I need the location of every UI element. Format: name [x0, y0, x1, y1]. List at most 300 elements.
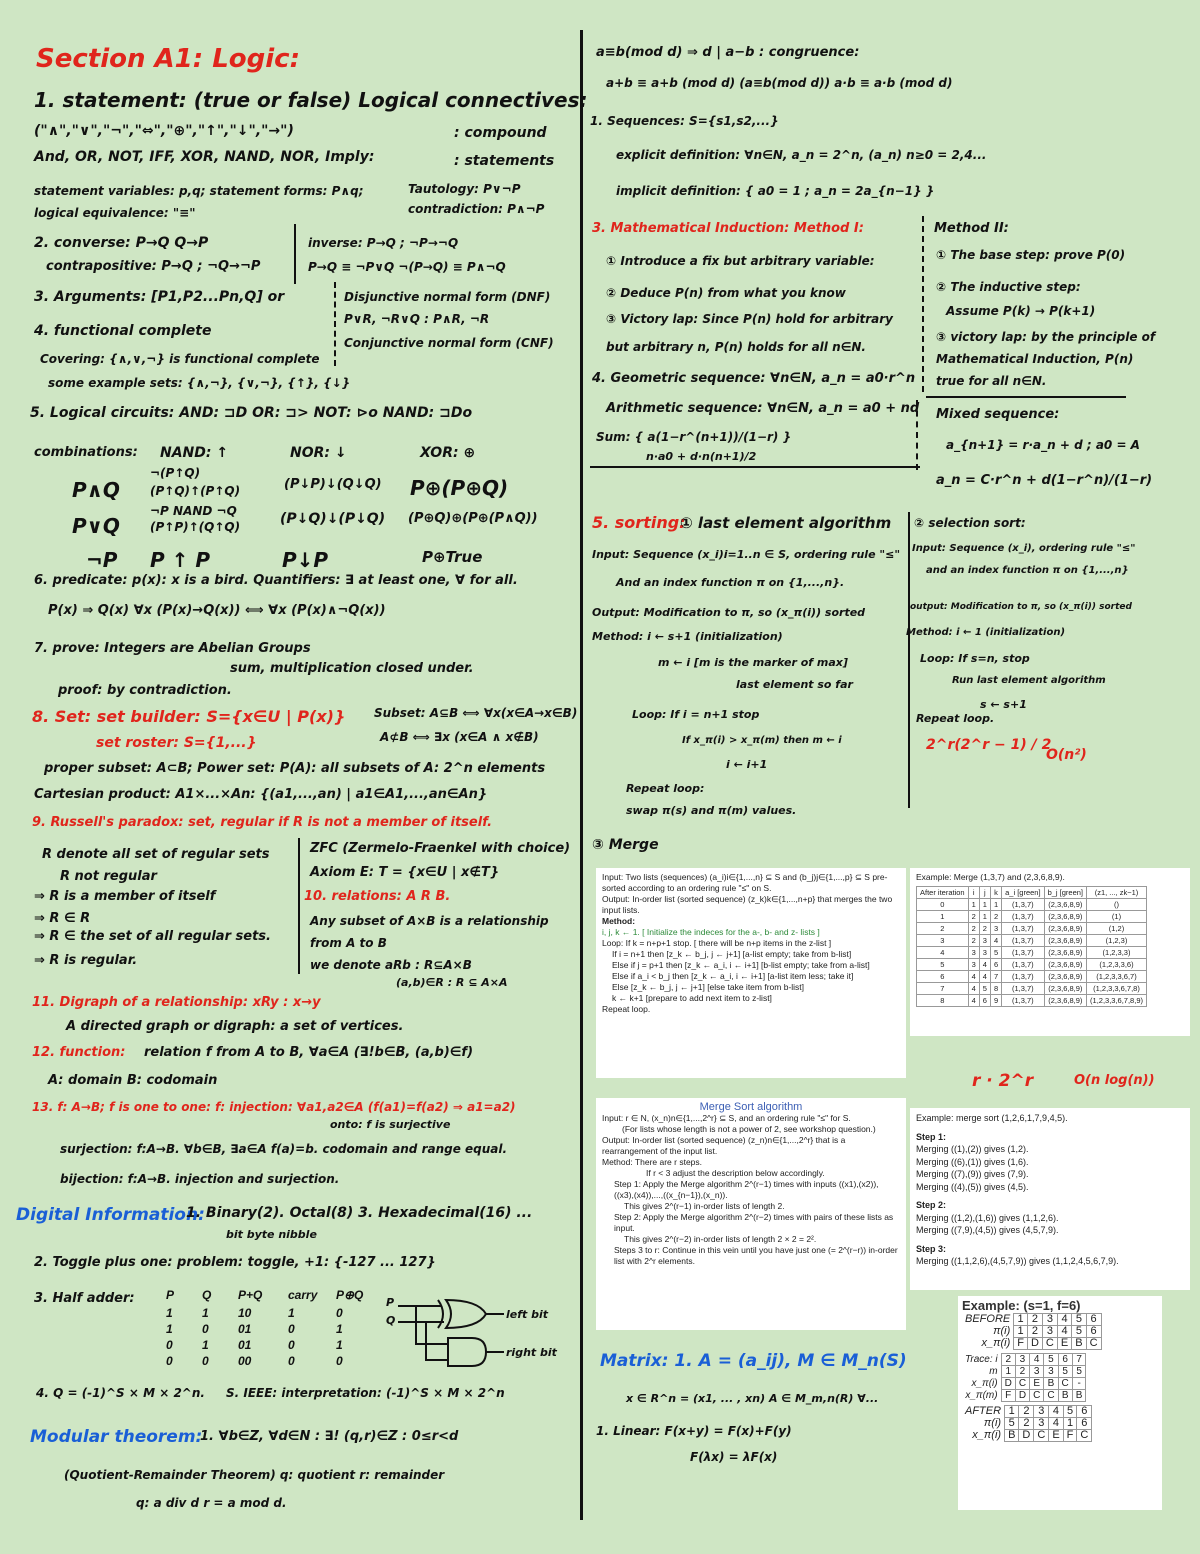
half-adder-table: [166, 1288, 376, 1368]
table-cell: 4: [968, 971, 979, 983]
subset-def: Subset: A⊆B ⟺ ∀x(x∈A→x∈B): [374, 706, 578, 720]
table-cell: B: [1005, 1430, 1019, 1442]
table-cell: 4: [979, 959, 990, 971]
mergesort-step1b: This gives 2^(r−1) in-order lists of length 2.: [624, 1201, 785, 1211]
mergesort-method-note: If r < 3 adjust the description below accordingly.: [646, 1168, 825, 1178]
table-header-cell: (z1, ..., zk−1): [1087, 887, 1147, 899]
ha-col-q: Q: [202, 1288, 212, 1302]
matrix-vector: x ∈ R^n = (x1, ... , xn) A ∈ M_m,n(R) ∀...: [626, 1392, 879, 1405]
le-output: Output: Modification to π, so (x_π(i)) sorted: [592, 606, 866, 619]
logical-equivalence: logical equivalence: "≡": [34, 206, 196, 220]
arguments: 3. Arguments: [P1,P2...Pn,Q] or: [34, 289, 285, 305]
table-cell: 1: [1005, 1406, 1019, 1418]
table-cell: (1,3,7): [1002, 911, 1044, 923]
ha-cell: 0: [288, 1354, 295, 1368]
ha-col-sum: P+Q: [238, 1288, 263, 1302]
table-cell: (2,3,6,8,9): [1044, 923, 1086, 935]
induction-heading: 3. Mathematical Induction: Method I:: [592, 221, 864, 236]
table-cell: 4: [979, 971, 990, 983]
table-cell: (2,3,6,8,9): [1044, 959, 1086, 971]
table-cell: 4: [968, 983, 979, 995]
table-cell: 5: [1072, 1326, 1086, 1338]
le-marker-b: last element so far: [736, 678, 853, 691]
function-heading: 12. function:: [32, 1045, 126, 1060]
mergesort-input: Input: r ∈ N, (x_n)n∈{1,...,2^r} ⊆ S, and an ordering rule "≤" for S.: [602, 1113, 851, 1123]
cnf: Conjunctive normal form (CNF): [344, 336, 554, 350]
sum-arithmetic: n·a0 + d·n(n+1)/2: [646, 450, 757, 463]
table-row: [962, 1354, 1086, 1366]
congruence: a≡b(mod d) ⇒ d | a−b : congruence:: [596, 45, 860, 60]
table-cell: (1,3,7): [1002, 983, 1044, 995]
zfc: ZFC (Zermelo-Fraenkel with choice): [310, 841, 571, 856]
relation-from-to: from A to B: [310, 936, 387, 950]
table-cell: 5: [1072, 1366, 1086, 1378]
table-cell: 6: [979, 995, 990, 1007]
onto: onto: f is surjective: [330, 1118, 451, 1131]
relations: 10. relations: A R B.: [304, 889, 451, 904]
table-row: [917, 959, 1147, 971]
ha-col-carry: carry: [288, 1288, 318, 1302]
table-cell: 2: [1015, 1366, 1029, 1378]
russells-paradox: 9. Russell's paradox: set, regular if R is not a member of itself.: [32, 815, 493, 830]
ha-cell: 0: [166, 1338, 173, 1352]
table-cell: F: [1001, 1390, 1015, 1402]
functional-complete: 4. functional complete: [34, 323, 212, 339]
table-cell: (1,3,7): [1002, 995, 1044, 1007]
table-cell: (2,3,6,8,9): [1044, 935, 1086, 947]
inductive-assume: Assume P(k) → P(k+1): [946, 304, 1096, 318]
connectives-symbols: ("∧","∨","¬","⇔","⊕","↑","↓","→"): [34, 123, 294, 139]
table-cell: (2,3,6,8,9): [1044, 983, 1086, 995]
merge-example-table: [916, 886, 1147, 1007]
table-row: [962, 1406, 1092, 1418]
section-title: Section A1: Logic:: [36, 44, 300, 74]
table-cell: 4: [1057, 1314, 1071, 1326]
table-row: [917, 971, 1147, 983]
implicit-def: implicit definition: { a0 = 1 ; a_n = 2a_{n−1} }: [616, 184, 935, 198]
ha-output-left: left bit: [506, 1308, 549, 1321]
table-row: [166, 1354, 376, 1368]
mse-s1a: Merging ((1),(2)) gives (1,2).: [916, 1144, 1029, 1154]
merge-output: Output: In-order list (sorted sequence) (z_k)k∈{1,...,n+p} that merges the two input lists.: [602, 894, 893, 915]
ha-cell: 10: [238, 1306, 252, 1320]
ha-cell: 1: [166, 1306, 173, 1320]
table-cell: (1,3,7): [1002, 935, 1044, 947]
linear-additive: 1. Linear: F(x+y) = F(x)+F(y): [596, 1424, 792, 1438]
converse: 2. converse: P→Q Q→P: [34, 235, 209, 251]
comb-and-xor: P⊕(P⊕Q): [410, 476, 509, 500]
ha-cell: 1: [202, 1338, 209, 1352]
table-row: [917, 935, 1147, 947]
ha-cell: 0: [288, 1322, 295, 1336]
comb-nand: NAND: ↑: [160, 445, 229, 461]
merge-line-5: Else if a_i < b_j then [z_k ← a_i, i ← i+1] [a-list item less; take it]: [612, 971, 854, 981]
table-cell: (1,3,7): [1002, 923, 1044, 935]
half-adder-circuit: [386, 1292, 556, 1376]
half-adder-diagram: [386, 1292, 556, 1376]
induction-step-3b: but arbitrary n, P(n) holds for all n∈N.: [606, 340, 866, 354]
table-cell: (1,2,3,3): [1087, 947, 1147, 959]
le-compare: If x_π(i) > x_π(m) then m ← i: [682, 735, 842, 746]
table-cell: AFTER: [965, 1405, 1002, 1417]
table-cell: (1,3,7): [1002, 947, 1044, 959]
table-cell: 7: [917, 983, 969, 995]
table-cell: 3: [1034, 1418, 1049, 1430]
table-cell: 5: [1044, 1354, 1058, 1366]
ha-cell: 0: [336, 1354, 343, 1368]
induction-step-3: ③ Victory lap: Since P(n) hold for arbitrary: [606, 312, 893, 326]
table-cell: 5: [1058, 1366, 1072, 1378]
predicate-implication: P(x) ⇒ Q(x) ∀x (P(x)→Q(x)) ⟺ ∀x (P(x)∧¬Q(x)): [48, 603, 386, 618]
table-cell: C: [1034, 1430, 1049, 1442]
induction-underline: [926, 396, 1126, 398]
sel-output: output: Modification to π, so (x_π(i)) sorted: [910, 602, 1132, 612]
table-cell: (1,2,3): [1087, 935, 1147, 947]
axiom-e: Axiom E: T = {x∈U | x∉T}: [310, 865, 500, 880]
table-cell: (2,3,6,8,9): [1044, 911, 1086, 923]
table-cell: 2: [1001, 1354, 1015, 1366]
ha-cell: 01: [238, 1338, 252, 1352]
mixed-separator: [916, 400, 918, 470]
table-header-cell: a_i [green]: [1002, 887, 1044, 899]
comb-or-xor: (P⊕Q)⊕(P⊕(P∧Q)): [408, 511, 538, 526]
ha-cell: 1: [336, 1338, 343, 1352]
table-header-cell: k: [990, 887, 1001, 899]
table-cell: E: [1057, 1338, 1071, 1350]
converse-separator: [294, 224, 296, 284]
table-cell: (2,3,6,8,9): [1044, 947, 1086, 959]
table-cell: E: [1049, 1430, 1063, 1442]
geometric-seq: 4. Geometric sequence: ∀n∈N, a_n = a0·r^n: [592, 371, 916, 386]
logical-circuits: 5. Logical circuits: AND: ⊐D OR: ⊐> NOT: ⊳o NAND: ⊐Do: [30, 405, 473, 421]
le-increment: i ← i+1: [726, 758, 768, 771]
base-step: ① The base step: prove P(0): [936, 248, 1126, 262]
russell-separator: [298, 838, 300, 974]
method-two: Method II:: [934, 221, 1009, 236]
table-cell: 3: [1042, 1326, 1057, 1338]
table-cell: D: [1019, 1430, 1034, 1442]
table-cell: F: [1063, 1430, 1077, 1442]
le-repeat: Repeat loop:: [626, 782, 705, 795]
mergesort-step2b: This gives 2^(r−2) in-order lists of length 2 × 2 = 2².: [624, 1234, 817, 1244]
example-sets: some example sets: {∧,¬}, {∨,¬}, {↑}, {↓}: [48, 376, 351, 390]
table-cell: x_π(m): [965, 1390, 998, 1401]
induction-step-1: ① Introduce a fix but arbitrary variable:: [606, 254, 875, 268]
selection-heading: ② selection sort:: [914, 516, 1026, 530]
proof-contradiction: proof: by contradiction.: [58, 683, 232, 698]
table-cell: 1: [1063, 1418, 1077, 1430]
ha-cell: 0: [336, 1306, 343, 1320]
sequence-underline: [590, 466, 920, 468]
table-cell: 1: [968, 899, 979, 911]
table-row: [962, 1378, 1086, 1390]
table-cell: π(i): [993, 1325, 1011, 1337]
table-row: [166, 1306, 376, 1320]
table-cell: (): [1087, 899, 1147, 911]
le-method: Method: i ← s+1 (initialization): [592, 630, 783, 643]
table-row: [917, 995, 1147, 1007]
sel-trace-table: [962, 1353, 1086, 1402]
true-for-all: true for all n∈N.: [936, 374, 1047, 388]
digital-title: Digital Information:: [16, 1205, 205, 1225]
russell-f: ⇒ R is regular.: [34, 953, 138, 968]
comb-not-nand-self: P ↑ P: [150, 548, 210, 572]
predicate: 6. predicate: p(x): x is a bird. Quantifiers: ∃ at least one, ∀ for all.: [34, 573, 518, 588]
mse-s1b: Merging ((6),(1)) gives (1,6).: [916, 1156, 1029, 1167]
table-cell: 2: [1027, 1326, 1042, 1338]
half-adder-header: [166, 1288, 376, 1302]
ha-cell: 01: [238, 1322, 252, 1336]
congruence-props: a+b ≡ a+b (mod d) (a≡b(mod d)) a·b ≡ a·b (mod d): [606, 76, 953, 90]
table-cell: m: [989, 1366, 998, 1377]
table-cell: 5: [1005, 1418, 1019, 1430]
comb-xor: XOR: ⊕: [420, 445, 476, 461]
table-cell: 3: [917, 935, 969, 947]
table-cell: B: [1072, 1338, 1086, 1350]
table-cell: (1,2,3,3,6,7,8,9): [1087, 995, 1147, 1007]
ha-cell: 1: [202, 1306, 209, 1320]
induction-step-2: ② Deduce P(n) from what you know: [606, 286, 846, 300]
table-row: [962, 1366, 1086, 1378]
comb-or: P∨Q: [72, 514, 120, 538]
comb-not-nand: ¬(P↑Q): [150, 466, 201, 480]
merge-example-panel: [910, 868, 1190, 1036]
inductive-step: ② The inductive step:: [936, 280, 1081, 294]
mergesort-title: Merge Sort algorithm: [699, 1101, 803, 1113]
table-cell: (1,2): [1087, 923, 1147, 935]
relation-denote: we denote aRb : R⊆A×B: [310, 958, 472, 972]
table-header-cell: After iteration: [917, 887, 969, 899]
table-cell: 6: [1077, 1406, 1092, 1418]
le-loop: Loop: If i = n+1 stop: [632, 708, 760, 721]
float-rep: 4. Q = (-1)^S × M × 2^n.: [36, 1386, 205, 1400]
table-cell: C: [1015, 1378, 1029, 1390]
table-cell: 2: [917, 923, 969, 935]
comb-and-nand: (P↑Q)↑(P↑Q): [150, 484, 241, 498]
table-row: [962, 1314, 1101, 1326]
comb-not-xor-true: P⊕True: [422, 548, 483, 566]
le-index: And an index function π on {1,...,n}.: [616, 576, 845, 589]
table-cell: 3: [979, 935, 990, 947]
comb-nor: NOR: ↓: [290, 445, 347, 461]
mergesort-step2: Step 2: Apply the Merge algorithm 2^(r−2) times with pairs of these lists as input.: [614, 1212, 894, 1233]
mse-s2b: Merging ((7,9),(4,5)) gives (4,5,7,9).: [916, 1225, 1059, 1235]
comb-not-nor-self: P↓P: [282, 548, 329, 572]
injection: 13. f: A→B; f is one to one: f: injection: ∀a1,a2∈A (f(a1)=f(a2) ⇒ a1=a2): [32, 1100, 516, 1114]
table-row: [917, 911, 1147, 923]
contradiction: contradiction: P∧¬P: [408, 202, 545, 216]
resolution: P∨R, ¬R∨Q : P∧R, ¬R: [344, 312, 490, 326]
dnf: Disjunctive normal form (DNF): [344, 290, 551, 304]
table-cell: 4: [1057, 1326, 1071, 1338]
table-cell: (1,3,7): [1002, 959, 1044, 971]
ha-cell: 1: [336, 1322, 343, 1336]
ha-input-q: Q: [386, 1314, 396, 1327]
modular-title: Modular theorem:: [30, 1427, 203, 1447]
sorting-heading: 5. sorting:: [592, 513, 686, 532]
table-cell: 4: [1049, 1406, 1063, 1418]
digraph: 11. Digraph of a relationship: xRy : x→y: [32, 995, 321, 1010]
table-cell: C: [1044, 1390, 1058, 1402]
table-cell: (1): [1087, 911, 1147, 923]
table-cell: 4: [990, 935, 1001, 947]
merge-method: Method:: [602, 916, 636, 926]
table-cell: 5: [1072, 1314, 1086, 1326]
mergesort-output: Output: In-order list (sorted sequence) (z_n)n∈{1,...,2^r} that is a rearrangement of the input list.: [602, 1135, 846, 1156]
table-row: [962, 1338, 1101, 1350]
half-adder: 3. Half adder:: [34, 1291, 135, 1306]
function-def: relation f from A to B, ∀a∈A (∃!b∈B, (a,b)∈f): [144, 1045, 474, 1060]
table-cell: 7: [990, 971, 1001, 983]
last-element-heading: ① last element algorithm: [680, 514, 892, 532]
table-cell: (1,3,7): [1002, 971, 1044, 983]
le-input: Input: Sequence (x_i)i=1..n ∈ S, ordering rule "≤": [592, 548, 901, 561]
table-cell: 5: [990, 947, 1001, 959]
le-swap: swap π(s) and π(m) values.: [626, 804, 797, 817]
set-builder: 8. Set: set builder: S={x∈U | P(x)}: [32, 707, 346, 726]
mse-s1c: Merging ((7),(9)) gives (7,9).: [916, 1169, 1029, 1179]
mergesort-input-note: (For lists whose length is not a power of 2, see workshop question.): [622, 1124, 876, 1134]
table-cell: 1: [979, 899, 990, 911]
sel-complexity: 2^r(2^r − 1) / 2: [926, 737, 1052, 753]
table-cell: 7: [1072, 1354, 1086, 1366]
relation-subset: Any subset of A×B is a relationship: [310, 914, 549, 928]
merge-algorithm-panel: [596, 868, 906, 1078]
merge-line-8: Repeat loop.: [602, 1004, 651, 1014]
table-cell: 2: [1019, 1406, 1034, 1418]
statement-variables: statement variables: p,q; statement forms: P∧q;: [34, 184, 364, 198]
table-cell: 2: [968, 923, 979, 935]
number-bases: 1. Binary(2). Octal(8) 3. Hexadecimal(16) ...: [186, 1205, 533, 1221]
merge-line-1: i, j, k ← 1. [ Initialize the indeces for the a-, b- and z- lists ]: [602, 927, 820, 937]
table-cell: 3: [1030, 1366, 1044, 1378]
table-cell: F: [1014, 1338, 1028, 1350]
table-cell: π(i): [983, 1417, 1002, 1429]
explicit-def: explicit definition: ∀n∈N, a_n = 2^n, (a_n) n≥0 = 2,4...: [616, 148, 987, 162]
table-cell: D: [1027, 1338, 1042, 1350]
sel-increment: s ← s+1: [980, 698, 1027, 711]
table-cell: B: [1058, 1390, 1072, 1402]
statements-note: : statements: [454, 153, 555, 169]
table-cell: C: [1077, 1430, 1092, 1442]
ha-cell: 1: [288, 1306, 295, 1320]
table-cell: (1,2,3,3,6,7): [1087, 971, 1147, 983]
set-roster: set roster: S={1,...}: [96, 735, 257, 751]
arithmetic-seq: Arithmetic sequence: ∀n∈N, a_n = a0 + nd: [606, 401, 920, 416]
sel-index: and an index function π on {1,...,n}: [926, 565, 1129, 576]
table-cell: C: [1030, 1390, 1044, 1402]
comb-or-nor: (P↓Q)↓(P↓Q): [280, 511, 386, 527]
table-cell: 8: [990, 983, 1001, 995]
table-cell: 4: [1030, 1354, 1044, 1366]
table-header-cell: j: [979, 887, 990, 899]
table-cell: B: [1044, 1378, 1058, 1390]
sum-geometric: Sum: { a(1−r^(n+1))/(1−r) }: [596, 430, 792, 444]
covering: Covering: {∧,∨,¬} is functional complete: [40, 352, 320, 366]
mergesort-panel: [596, 1098, 906, 1330]
merge-complexity: r · 2^r: [972, 1071, 1034, 1091]
ha-cell: 1: [166, 1322, 173, 1336]
table-cell: 0: [917, 899, 969, 911]
table-cell: E: [1030, 1378, 1044, 1390]
tautology: Tautology: P∨¬P: [408, 182, 521, 196]
ha-cell: 0: [202, 1322, 209, 1336]
combinations-label: combinations:: [34, 445, 138, 460]
table-cell: 2: [979, 923, 990, 935]
sel-run: Run last element algorithm: [952, 675, 1106, 686]
table-cell: (2,3,6,8,9): [1044, 971, 1086, 983]
table-cell: 3: [1044, 1366, 1058, 1378]
table-cell: B: [1072, 1390, 1086, 1402]
table-row: [962, 1390, 1086, 1402]
mixed-seq: Mixed sequence:: [936, 407, 1060, 422]
mergesort-example-panel: [910, 1108, 1190, 1290]
mergesort-method: Method: There are r steps.: [602, 1157, 703, 1167]
merge-line-2: Loop: If k = n+p+1 stop. [ there will be n+p items in the z-list ]: [602, 938, 832, 948]
statement-heading: 1. statement: (true or false) Logical connectives:: [34, 88, 588, 112]
implication-equivalence: P→Q ≡ ¬P∨Q ¬(P→Q) ≡ P∧¬Q: [308, 260, 506, 274]
table-cell: 6: [1058, 1354, 1072, 1366]
merge-line-7: k ← k+1 [prepare to add next item to z-list]: [612, 993, 772, 1003]
mse-s1d: Merging ((4),(5)) gives (4,5).: [916, 1181, 1029, 1192]
table-cell: x_π(i): [981, 1337, 1011, 1349]
qr-theorem: (Quotient-Remainder Theorem) q: quotient r: remainder: [64, 1468, 445, 1482]
table-cell: 9: [990, 995, 1001, 1007]
table-cell: (2,3,6,8,9): [1044, 899, 1086, 911]
table-header-cell: b_j [green]: [1044, 887, 1086, 899]
quotient-remainder: 1. ∀b∈Z, ∀d∈N : ∃! (q,r)∈Z : 0≤r<d: [200, 1429, 459, 1444]
table-cell: 3: [968, 959, 979, 971]
russell-b: R not regular: [60, 869, 157, 884]
merge-line-4: Else if j = p+1 then [z_k ← a_i, i ← i+1] [b-list empty; take from a-list]: [612, 960, 870, 970]
linear-homogeneous: F(λx) = λF(x): [690, 1450, 778, 1464]
mergesort-step1: Step 1: Apply the Merge algorithm 2^(r−1) times with inputs ((x1),(x2)), ((x3),(x4)),...,((x_{n−1}),(x_n)).: [614, 1179, 879, 1200]
table-cell: 1: [1014, 1314, 1028, 1326]
table-cell: C: [1042, 1338, 1057, 1350]
table-cell: 3: [990, 923, 1001, 935]
table-cell: 3: [979, 947, 990, 959]
sequences: 1. Sequences: S={s1,s2,...}: [590, 114, 779, 128]
table-cell: 5: [979, 983, 990, 995]
table-cell: 2: [990, 911, 1001, 923]
russell-a: R denote all set of regular sets: [42, 847, 270, 862]
sel-method: Method: i ← 1 (initialization): [906, 627, 1066, 638]
comb-and-nor: (P↓P)↓(Q↓Q): [284, 477, 382, 492]
table-cell: 3: [1042, 1314, 1057, 1326]
connectives-names: And, OR, NOT, IFF, XOR, NAND, NOR, Imply:: [34, 149, 375, 165]
table-row: [962, 1326, 1101, 1338]
table-cell: x_π(i): [972, 1429, 1002, 1441]
cartesian-product: Cartesian product: A1×...×An: {(a1,...,an) | a1∈A1,...,an∈An}: [34, 787, 488, 802]
table-header-row: [917, 887, 1147, 899]
table-cell: 1: [979, 911, 990, 923]
digraph-def: A directed graph or digraph: a set of vertices.: [66, 1019, 404, 1034]
sel-before-table: [962, 1313, 1102, 1350]
table-cell: 2: [968, 935, 979, 947]
table-row: [917, 899, 1147, 911]
table-row: [962, 1430, 1092, 1442]
comb-or-nand: (P↑P)↑(Q↑Q): [150, 520, 241, 534]
ha-input-p: P: [386, 1296, 395, 1309]
table-cell: 2: [1019, 1418, 1034, 1430]
mse-step1: Step 1:: [916, 1131, 947, 1142]
ieee: S. IEEE: interpretation: (-1)^S × M × 2^n: [226, 1386, 505, 1400]
sel-loop: Loop: If s=n, stop: [920, 652, 1030, 665]
ha-output-right: right bit: [506, 1346, 557, 1359]
table-cell: 6: [1077, 1418, 1092, 1430]
table-cell: 1: [990, 899, 1001, 911]
induction-separator: [922, 216, 924, 392]
